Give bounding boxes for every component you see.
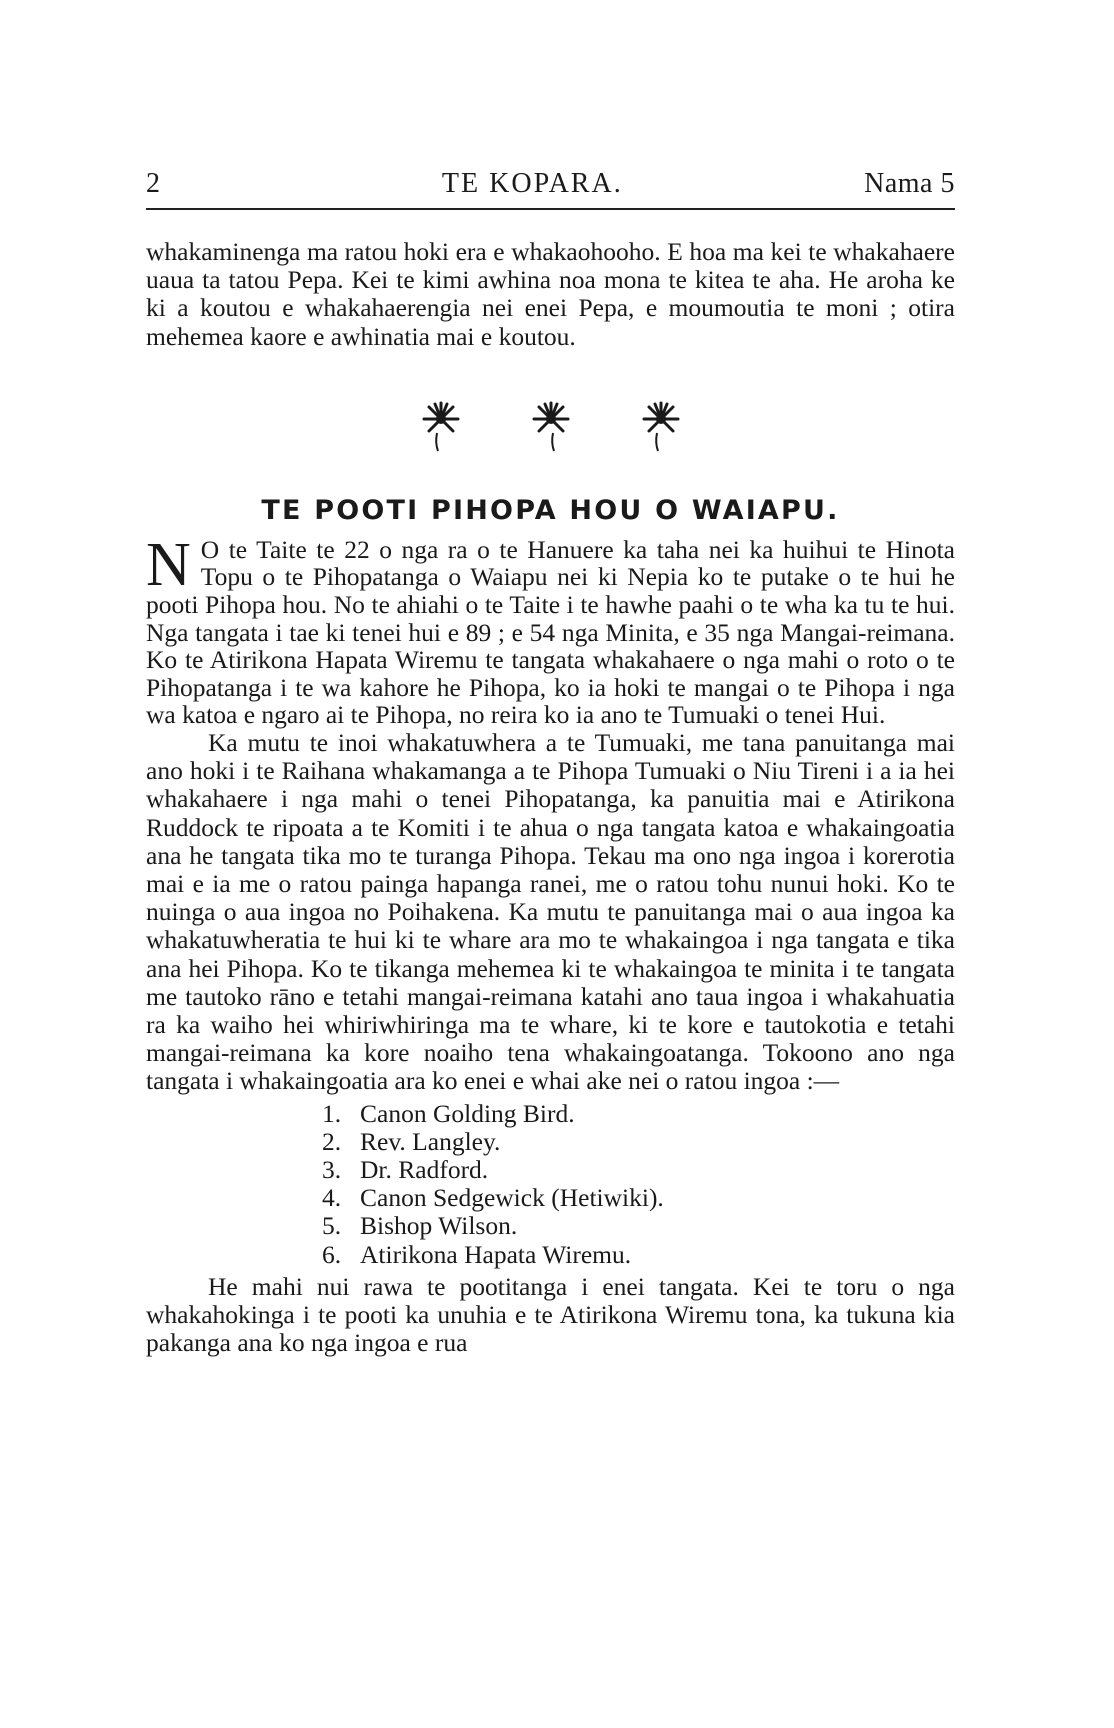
list-item: 2. Rev. Langley. [322, 1126, 501, 1156]
paragraph-1-text: O te Taite te 22 o nga ra o te Hanuere ka taha nei ka huihui te Hinota Topu o te Pihopatanga o Waiapu nei ki Nepia ko te putake o te hui he pooti Pihopa hou. No te ahiahi o te Taite i te hawhe paahi o te wha ka tu te hui. Nga tangata i tae ki tenei hui e 89 ; e 54 nga Minita, e 35 nga Mangai-reimana. Ko te Atirikona Hapata Wiremu te tangata whakahaere o nga mahi o roto o te Pihopatanga i te wa kahore he Pihopa, ko ia hoki te mangai o te Pihopa i nga wa katoa e ngaro ai te Pihopa, no reira ko ia ano te Tumuaki o tenei Hui. [146, 534, 955, 730]
ornament-row [146, 399, 955, 455]
list-item: 4. Canon Sedgewick (Hetiwiki). [322, 1183, 664, 1213]
list-item: 3. Dr. Radford. [322, 1155, 489, 1185]
publication-title: TE KOPARA. [441, 168, 623, 199]
flower-ornament-icon [527, 399, 575, 455]
running-header [146, 168, 955, 210]
candidate-list [146, 1100, 955, 1269]
page-number: 2 [146, 168, 161, 199]
flower-ornament-icon [637, 399, 685, 455]
issue-number: Nama 5 [864, 168, 955, 199]
article-heading: TE POOTI PIHOPA HOU O WAIAPU. [261, 494, 840, 526]
list-item: 5. Bishop Wilson. [322, 1211, 518, 1241]
intro-paragraph: whakaminenga ma ratou hoki era e whakaohooho. E hoa ma kei te whakahaere uaua ta tatou Pepa. Kei te kimi awhina noa mona te kitea te aha. He aroha ke ki a koutou e whakahaerengia nei enei Pepa, e moumoutia te moni ; otira mehemea kaore e awhinatia mai e koutou. [146, 237, 955, 351]
list-item: 6. Atirikona Hapata Wiremu. [322, 1239, 632, 1269]
page [146, 168, 955, 1357]
flower-ornament-icon [417, 399, 465, 455]
article-paragraph-3: He mahi nui rawa te pootitanga i enei tangata. Kei te toru o nga whakahokinga i te pooti ka unuhia e te Atirikona Wiremu tona, ka tukuna kia pakanga ana ko nga ingoa e rua [146, 1271, 955, 1358]
drop-cap: N [146, 530, 191, 599]
article-paragraph-1 [146, 530, 955, 730]
article-paragraph-2: Ka mutu te inoi whakatuwhera a te Tumuaki, me tana panuitanga mai ano hoki i te Raihana whakamanga a te Pihopa Tumuaki o Niu Tireni i a ia hei whakahaere i nga mahi o tenei Pihopatanga, ka panuitia mai e Atirikona Ruddock te ripoata a te Komiti i te ahua o nga tangata katoa e whakaingoatia ana he tangata tika mo te turanga Pihopa. Tekau ma ono nga ingoa i korerotia mai e ia me o ratou painga hapanga ranei, me o ratou tohu nunui hoki. Ko te nuinga o aua ingoa no Poihakena. Ka mutu te panuitanga mai o aua ingoa ka whakatuwheratia te hui ki te whare ara mo te whakaingoa i nga tangata e tika ana hei Pihopa. Ko te tikanga mehemea ki te whakaingoa te minita i te tangata me tautoko rāno e tetahi mangai-reimana katahi ano taua ingoa i whakahuatia ra ka waiho hei whiriwhiringa ma te whare, ki te kore e tautokotia e tetahi mangai-reimana ka kore noaiho tena whakaingoatanga. Tokoono ano nga tangata i whakaingoatia ara ko enei e whai ake nei o ratou ingoa :— [146, 727, 955, 1096]
list-item: 1. Canon Golding Bird. [322, 1098, 575, 1128]
